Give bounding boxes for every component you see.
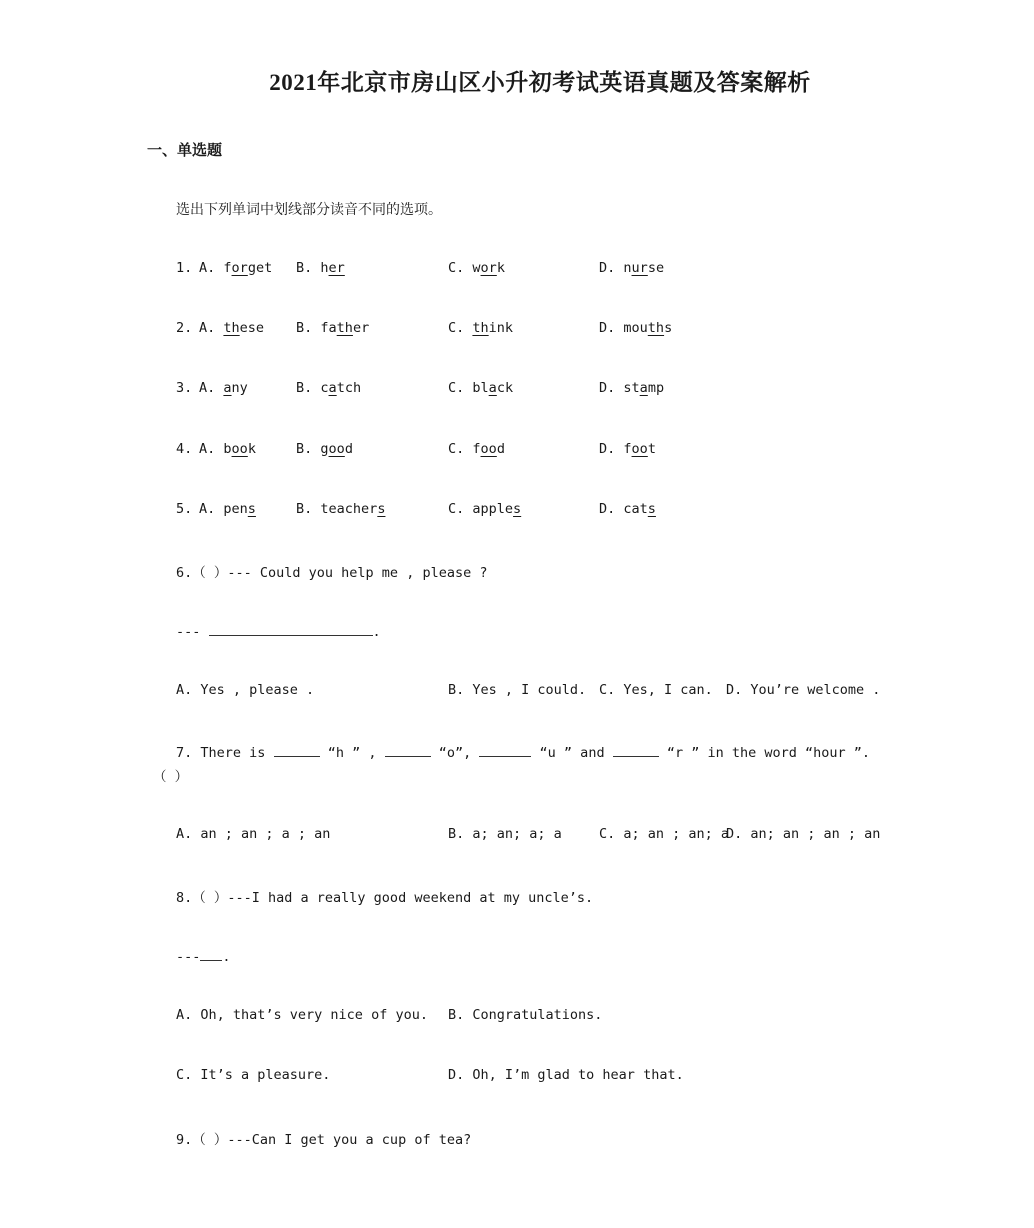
word-part: d	[496, 441, 505, 457]
question-number: 1.	[176, 260, 193, 276]
option-letter: D.	[599, 501, 616, 517]
question-7-cont: （ ）	[153, 769, 189, 785]
option-c[interactable]: C. It’s a pleasure.	[176, 1067, 331, 1083]
word-part: d	[344, 441, 353, 457]
stem-part: “o”,	[438, 745, 472, 761]
answer-blank[interactable]	[209, 621, 373, 636]
word-part: teacher	[320, 501, 378, 517]
option-d[interactable]: D. You’re welcome .	[726, 682, 881, 698]
underlined-letters: s	[247, 501, 256, 517]
option-letter: B.	[296, 260, 313, 276]
option-d[interactable]	[599, 501, 656, 517]
option-a[interactable]	[199, 260, 272, 276]
option-b[interactable]	[296, 380, 361, 396]
stem-part: “r ” in the word “hour ”.	[666, 745, 871, 761]
word-part: cat	[623, 501, 648, 517]
question-number: 2.	[176, 320, 193, 336]
question-8-reply	[176, 946, 231, 965]
option-letter: D.	[599, 380, 616, 396]
option-a[interactable]	[199, 441, 256, 457]
question-6-stem: 6.（ ）--- Could you help me , please ?	[176, 565, 488, 581]
underlined-letters: th	[647, 320, 665, 336]
underlined-letters: th	[336, 320, 353, 336]
option-d[interactable]	[599, 320, 672, 336]
option-letter: A.	[199, 441, 216, 457]
question-9-stem: 9.（ ）---Can I get you a cup of tea?	[176, 1132, 472, 1148]
question-number: 5.	[176, 501, 193, 517]
option-c[interactable]	[448, 320, 513, 336]
underlined-letters: s	[377, 501, 386, 517]
word-part: get	[247, 260, 273, 276]
option-letter: D.	[599, 320, 616, 336]
option-letter: C.	[448, 501, 465, 517]
option-letter: B.	[296, 380, 313, 396]
word-part: mou	[623, 320, 648, 336]
word-part: bl	[472, 380, 489, 396]
word-part: g	[320, 441, 329, 457]
word-part: apple	[472, 501, 514, 517]
option-a[interactable]	[199, 380, 248, 396]
stem-part: “h ” ,	[327, 745, 377, 761]
underlined-letters: oo	[480, 441, 497, 457]
document-title: 2021年北京市房山区小升初考试英语真题及答案解析	[269, 70, 811, 95]
option-letter: A.	[199, 380, 216, 396]
word-part: ink	[488, 320, 514, 336]
option-c[interactable]	[448, 380, 513, 396]
word-part: er	[352, 320, 370, 336]
word-part: f	[472, 441, 481, 457]
section-heading: 一、单选题	[147, 142, 223, 159]
option-letter: C.	[448, 441, 465, 457]
option-c[interactable]	[448, 441, 505, 457]
underlined-letters: ur	[631, 260, 648, 276]
option-b[interactable]: B. Congratulations.	[448, 1007, 603, 1023]
answer-blank[interactable]	[479, 742, 531, 757]
option-d[interactable]: D. Oh, I’m glad to hear that.	[448, 1067, 684, 1083]
word-part: st	[623, 380, 640, 396]
option-letter: D.	[599, 260, 616, 276]
reply-prefix: ---	[176, 949, 201, 965]
word-part: f	[223, 260, 232, 276]
underlined-letters: oo	[328, 441, 345, 457]
question-number: 3.	[176, 380, 193, 396]
underlined-letters: th	[472, 320, 489, 336]
option-a[interactable]	[199, 320, 264, 336]
word-part: n	[623, 260, 632, 276]
option-c[interactable]	[448, 260, 505, 276]
option-a[interactable]: A. Yes , please .	[176, 682, 315, 698]
underlined-letters: a	[639, 380, 648, 396]
option-b[interactable]	[296, 260, 345, 276]
word-part: k	[496, 260, 505, 276]
underlined-letters: s	[513, 501, 522, 517]
option-letter: C.	[448, 320, 465, 336]
option-letter: B.	[296, 441, 313, 457]
reply-suffix: .	[372, 624, 381, 640]
option-b[interactable]	[296, 441, 353, 457]
underlined-letters: a	[223, 380, 232, 396]
word-part: c	[320, 380, 329, 396]
word-part: t	[647, 441, 656, 457]
word-part: se	[647, 260, 665, 276]
option-a[interactable]: A. an ; an ; a ; an	[176, 826, 331, 842]
word-part: ny	[231, 380, 248, 396]
option-letter: B.	[296, 320, 313, 336]
option-c[interactable]: C. a; an ; an; a	[599, 826, 730, 842]
word-part: ck	[496, 380, 514, 396]
underlined-letters: oo	[231, 441, 248, 457]
option-d[interactable]	[599, 380, 664, 396]
underlined-letters: a	[328, 380, 337, 396]
underlined-letters: or	[231, 260, 248, 276]
option-b[interactable]	[296, 320, 369, 336]
option-a[interactable]: A. Oh, that’s very nice of you.	[176, 1007, 428, 1023]
option-b[interactable]: B. Yes , I could.	[448, 682, 587, 698]
underlined-letters: or	[480, 260, 497, 276]
option-a[interactable]	[199, 501, 256, 517]
option-letter: A.	[199, 320, 216, 336]
underlined-letters: s	[647, 501, 656, 517]
stem-part: 7. There is	[176, 745, 266, 761]
word-part: w	[472, 260, 481, 276]
option-b[interactable]	[296, 501, 385, 517]
stem-part: “u ” and	[539, 745, 605, 761]
question-7-stem	[176, 742, 870, 761]
option-letter: D.	[599, 441, 616, 457]
underlined-letters: er	[328, 260, 345, 276]
option-b[interactable]: B. a; an; a; a	[448, 826, 562, 842]
word-part: k	[247, 441, 256, 457]
word-part: h	[320, 260, 329, 276]
option-letter: A.	[199, 260, 216, 276]
underlined-letters: oo	[631, 441, 648, 457]
question-number: 4.	[176, 441, 193, 457]
word-part: s	[664, 320, 673, 336]
option-letter: B.	[296, 501, 313, 517]
answer-blank[interactable]	[613, 742, 659, 757]
word-part: pen	[223, 501, 248, 517]
answer-blank[interactable]	[274, 742, 320, 757]
word-part: b	[223, 441, 232, 457]
option-letter: C.	[448, 380, 465, 396]
instruction-text: 选出下列单词中划线部分读音不同的选项。	[176, 202, 442, 218]
question-8-stem: 8.（ ）---I had a really good weekend at my uncle’s.	[176, 890, 594, 906]
word-part: f	[623, 441, 632, 457]
question-6-reply	[176, 621, 381, 640]
option-letter: A.	[199, 501, 216, 517]
reply-suffix: .	[222, 949, 231, 965]
reply-prefix: ---	[176, 624, 201, 640]
word-part: mp	[647, 380, 665, 396]
answer-blank[interactable]	[200, 946, 222, 961]
option-letter: C.	[448, 260, 465, 276]
word-part: ese	[239, 320, 265, 336]
option-c[interactable]: C. Yes, I can.	[599, 682, 713, 698]
answer-blank[interactable]	[385, 742, 431, 757]
option-d[interactable]	[599, 260, 664, 276]
underlined-letters: a	[488, 380, 497, 396]
option-d[interactable]: D. an; an ; an ; an	[726, 826, 881, 842]
option-c[interactable]	[448, 501, 521, 517]
word-part: fa	[320, 320, 337, 336]
underlined-letters: th	[223, 320, 240, 336]
word-part: tch	[336, 380, 362, 396]
option-d[interactable]	[599, 441, 656, 457]
